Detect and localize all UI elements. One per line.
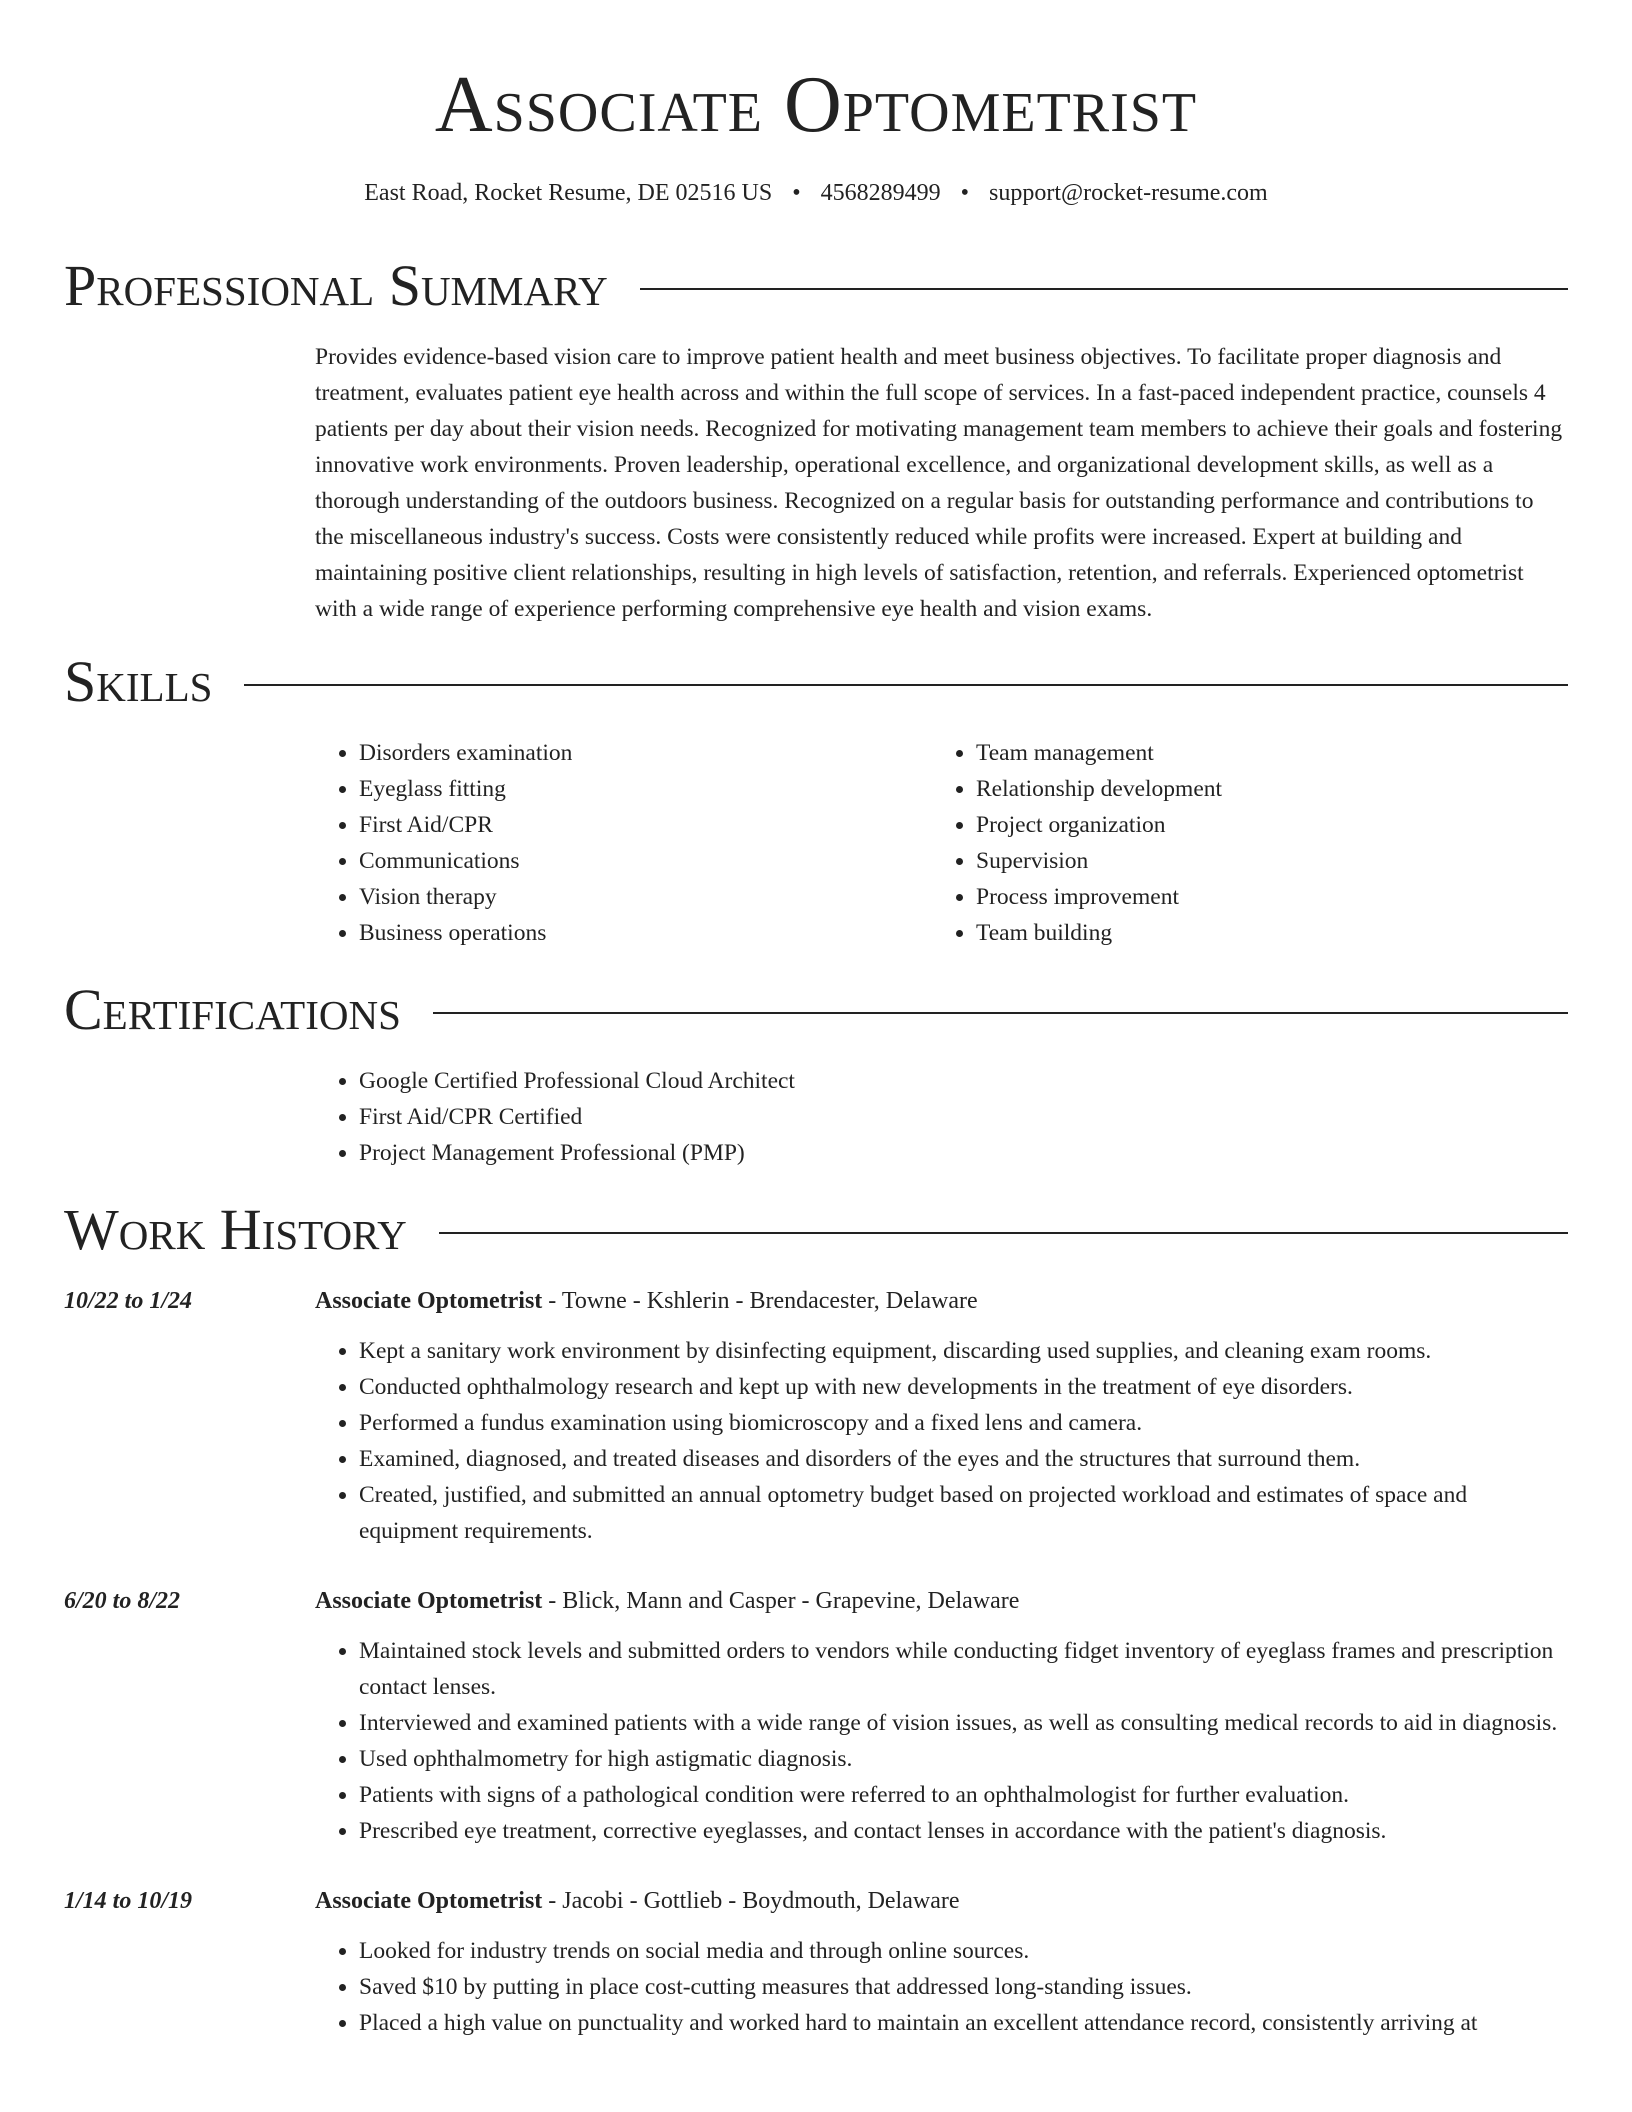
skills-section-header (64, 649, 1568, 715)
job-entry (64, 1583, 1568, 1849)
job-title: Associate Optometrist (315, 1288, 543, 1314)
skill-item: • Communications (359, 843, 932, 879)
job-title: Associate Optometrist (315, 1888, 543, 1914)
job-bullet: • Performed a fundus examination using biomicroscopy and a fixed lens and camera. (359, 1405, 1568, 1441)
job-title-line (315, 1883, 1568, 1919)
contact-separator: • (792, 180, 801, 206)
job-bullet: • Patients with signs of a pathological condition were referred to an ophthalmologist for further evaluation. (359, 1777, 1568, 1813)
job-bullet: • Placed a high value on punctuality and worked hard to maintain an excellent attendance record, consistently arriving at (359, 2005, 1568, 2041)
job-title: Associate Optometrist (315, 1588, 543, 1614)
certifications-list (315, 1063, 1568, 1171)
work-history-heading: Work History (64, 1197, 407, 1262)
work-history-list (64, 1283, 1568, 2041)
certifications-items (315, 1063, 1568, 1171)
job-body (315, 1583, 1568, 1849)
resume-name: Associate Optometrist (434, 61, 1198, 149)
contact-email[interactable]: support@rocket-resume.com (989, 180, 1268, 206)
certifications-section-header (64, 977, 1568, 1043)
job-bullets (315, 1333, 1568, 1549)
job-bullet: • Interviewed and examined patients with a wide range of vision issues, as well as consulting medical records to aid in diagnosis. (359, 1705, 1568, 1741)
job-entry (64, 1883, 1568, 2041)
certification-item: • Project Management Professional (PMP) (359, 1135, 1568, 1171)
job-bullets (315, 1933, 1568, 2041)
job-dates: 1/14 to 10/19 (64, 1888, 193, 1914)
job-bullet: • Used ophthalmometry for high astigmatic diagnosis. (359, 1741, 1568, 1777)
job-bullet: • Looked for industry trends on social media and through online sources. (359, 1933, 1568, 1969)
job-body (315, 1283, 1568, 1549)
job-title-line (315, 1283, 1568, 1319)
skill-item: • Project organization (976, 807, 1549, 843)
section-divider (244, 684, 1568, 686)
contact-phone: 4568289499 (820, 180, 941, 206)
skill-item: • Eyeglass fitting (359, 771, 932, 807)
skills-column-right (932, 735, 1549, 951)
certification-item: • First Aid/CPR Certified (359, 1099, 1568, 1135)
skills-right-list (932, 735, 1549, 951)
job-employer: - Jacobi - Gottlieb - Boydmouth, Delaware (542, 1888, 960, 1914)
summary-text: Provides evidence-based vision care to improve patient health and meet business objectives. To facilitate proper diagnosis and treatment, evaluates patient eye health across and within the full scope of services. In a fast-paced independent practice, counsels 4 patients per day about their vision needs. Recognized for motivating management team members to achieve their goals and fostering innovative work environments. Proven leadership, operational excellence, and organizational development skills, as well as a thorough understanding of the outdoors business. Recognized on a regular basis for outstanding performance and contributions to the miscellaneous industry's success. Costs were consistently reduced while profits were increased. Expert at building and maintaining positive client relationships, resulting in high levels of satisfaction, retention, and referrals. Experienced optometrist with a wide range of experience performing comprehensive eye health and vision exams. (315, 344, 1563, 622)
skill-item: • Process improvement (976, 879, 1549, 915)
skill-item: • Supervision (976, 843, 1549, 879)
job-dates: 10/22 to 1/24 (64, 1288, 193, 1314)
summary-section-header (64, 253, 1568, 319)
skill-item: • Business operations (359, 915, 932, 951)
job-bullet: • Created, justified, and submitted an annual optometry budget based on projected workload and estimates of space and equipment requirements. (359, 1477, 1568, 1549)
skill-item: • Team building (976, 915, 1549, 951)
skills-left-list (315, 735, 932, 951)
job-dates: 6/20 to 8/22 (64, 1588, 181, 1614)
contact-line (64, 180, 1568, 207)
skill-item: • Relationship development (976, 771, 1549, 807)
skill-item: • Team management (976, 735, 1549, 771)
job-bullet: • Maintained stock levels and submitted orders to vendors while conducting fidget inventory of eyeglass frames and prescription contact lenses. (359, 1633, 1568, 1705)
job-body (315, 1883, 1568, 2041)
section-divider (640, 288, 1568, 290)
summary-heading: Professional Summary (64, 253, 608, 318)
skills-column-left (315, 735, 932, 951)
contact-separator: • (960, 180, 970, 206)
job-bullet: • Prescribed eye treatment, corrective eyeglasses, and contact lenses in accordance with the patient's diagnosis. (359, 1813, 1568, 1849)
skills-list (315, 735, 1568, 951)
contact-address: East Road, Rocket Resume, DE 02516 US (364, 180, 773, 206)
job-bullet: • Conducted ophthalmology research and kept up with new developments in the treatment of eye disorders. (359, 1369, 1568, 1405)
job-bullets (315, 1633, 1568, 1849)
section-divider (439, 1232, 1568, 1234)
skill-item: • Disorders examination (359, 735, 932, 771)
section-divider (433, 1012, 1568, 1014)
job-bullet: • Examined, diagnosed, and treated diseases and disorders of the eyes and the structures that surround them. (359, 1441, 1568, 1477)
certification-item: • Google Certified Professional Cloud Architect (359, 1063, 1568, 1099)
job-bullet: • Kept a sanitary work environment by disinfecting equipment, discarding used supplies, and cleaning exam rooms. (359, 1333, 1568, 1369)
resume-page (64, 0, 1568, 2041)
job-employer: - Towne - Kshlerin - Brendacester, Delaware (542, 1288, 978, 1314)
skills-heading: Skills (64, 649, 213, 714)
job-title-line (315, 1583, 1568, 1619)
certifications-heading: Certifications (64, 977, 401, 1042)
skill-item: • First Aid/CPR (359, 807, 932, 843)
work-history-section-header (64, 1197, 1568, 1263)
job-employer: - Blick, Mann and Casper - Grapevine, Delaware (542, 1588, 1020, 1614)
job-bullet: • Saved $10 by putting in place cost-cutting measures that addressed long-standing issues. (359, 1969, 1568, 2005)
skill-item: • Vision therapy (359, 879, 932, 915)
job-entry (64, 1283, 1568, 1549)
